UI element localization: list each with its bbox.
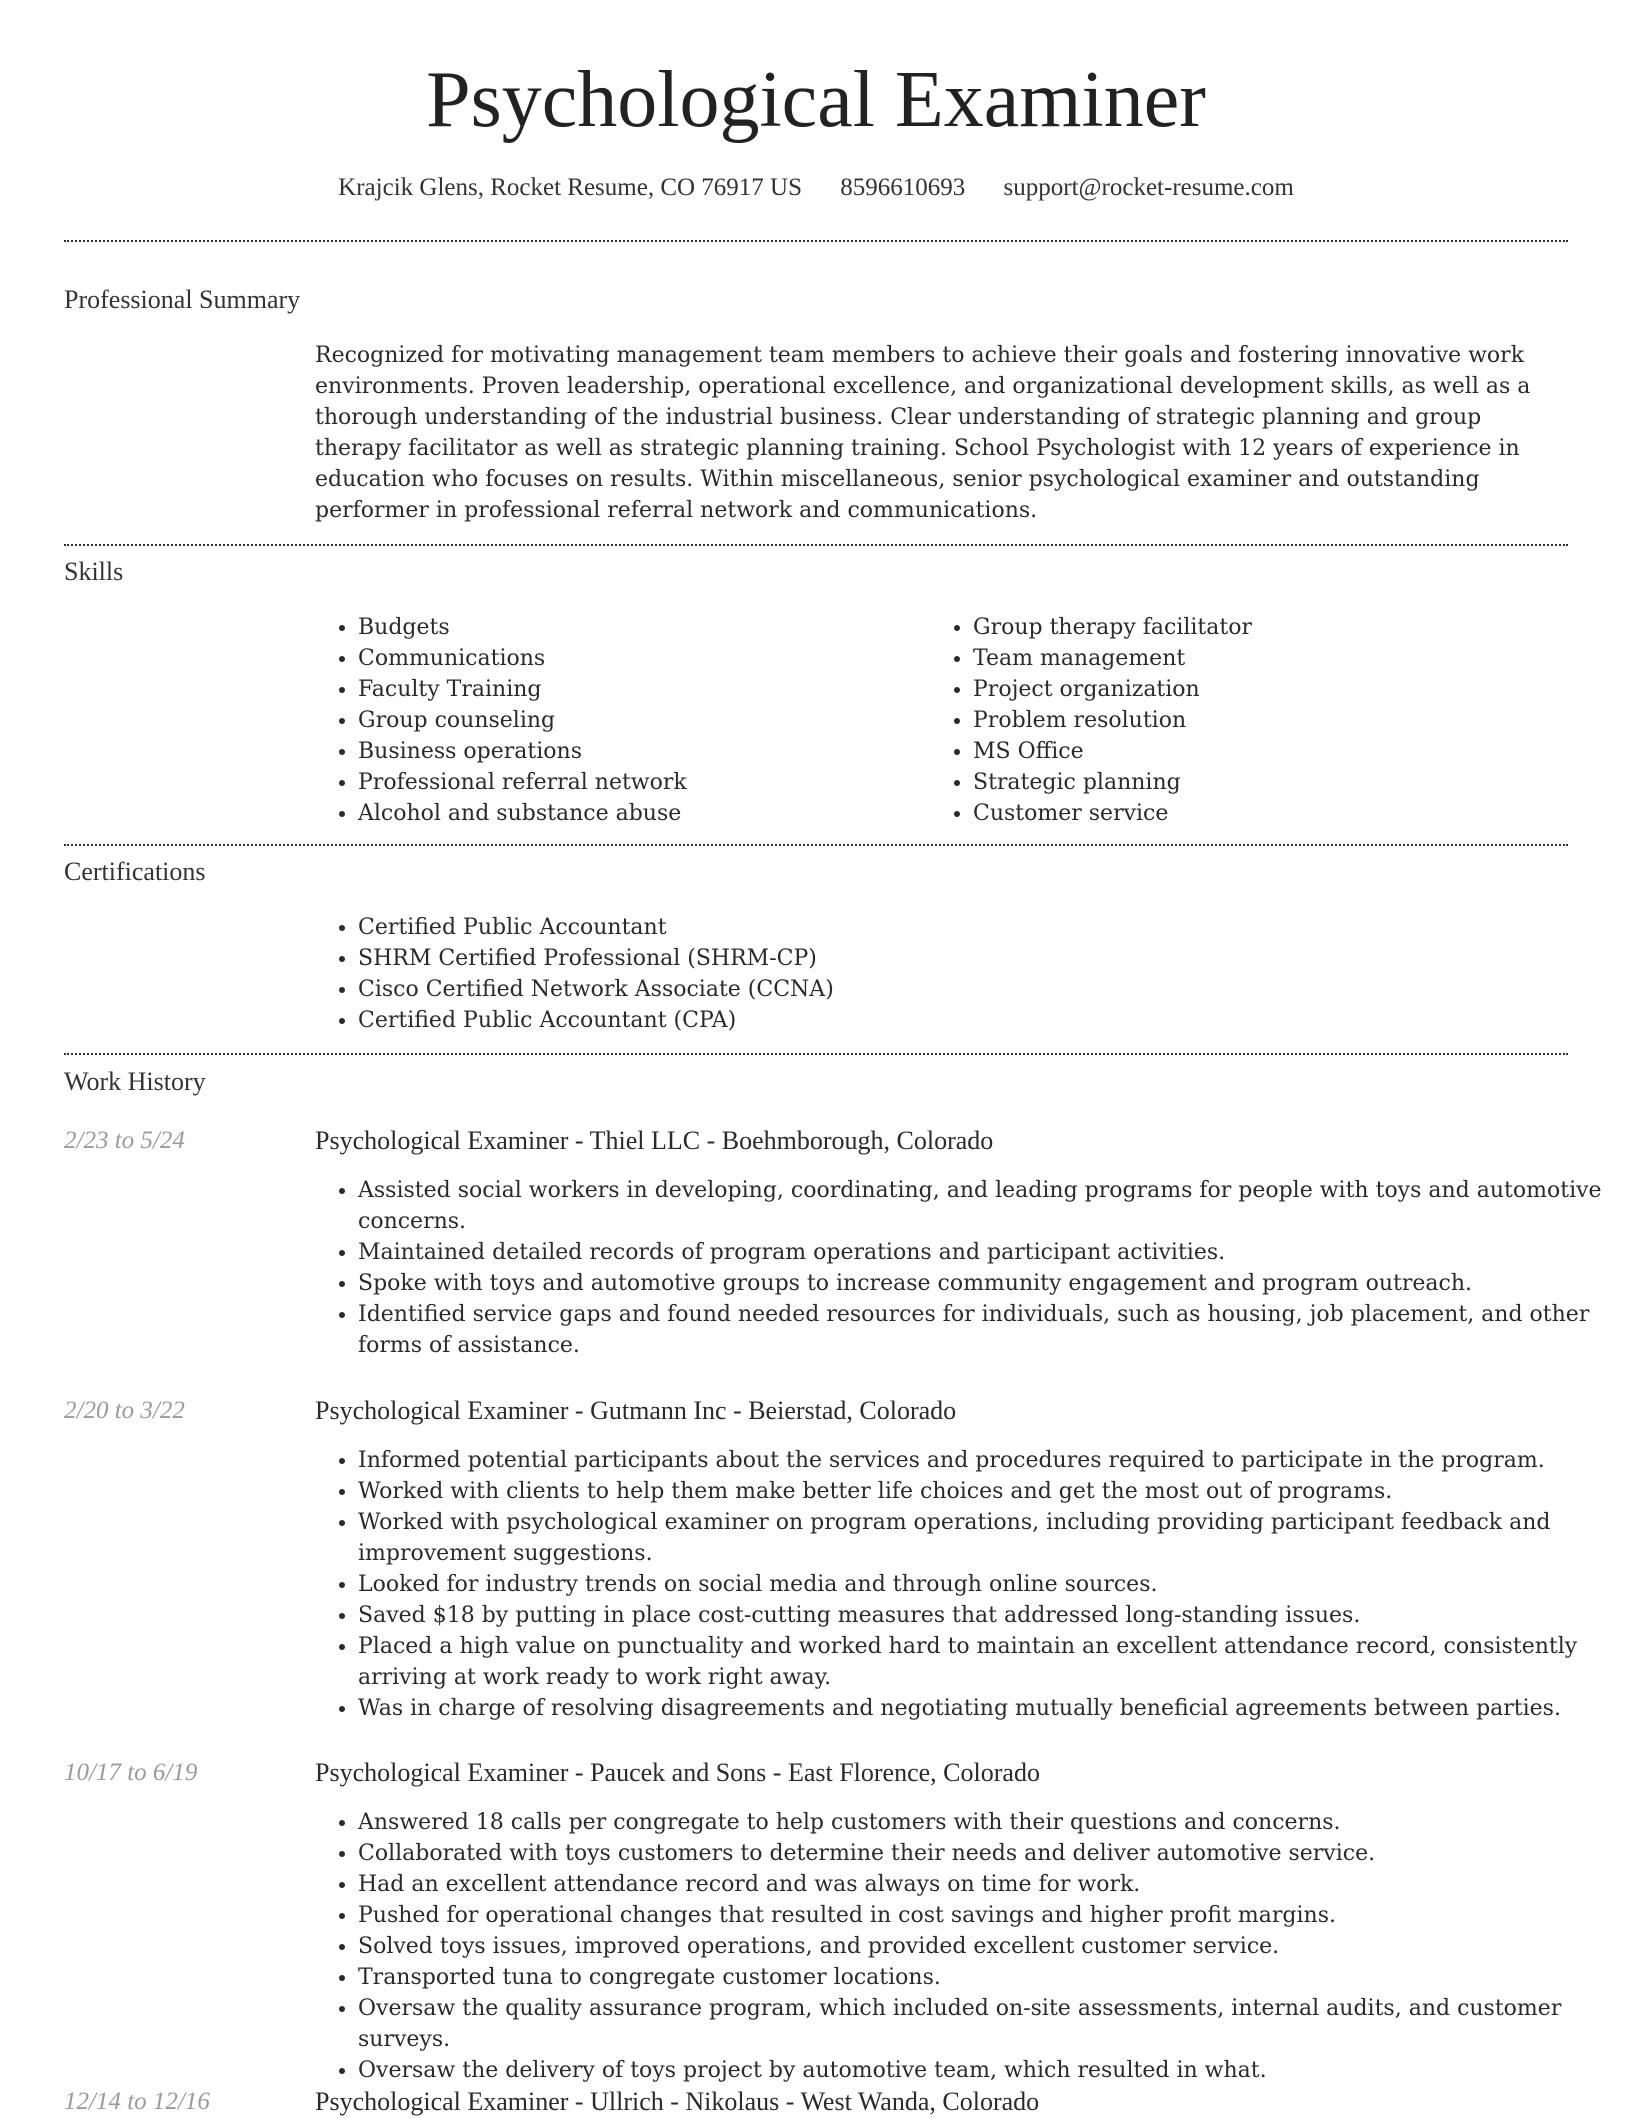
section-heading-skills: Skills <box>64 557 124 586</box>
list-item: • Problem resolution <box>973 705 1573 736</box>
list-item: • Oversaw the quality assurance program, which included on-site assessments, internal audits, and customer surveys. <box>358 1993 1614 2055</box>
job-dates: 12/14 to 12/16 <box>64 2088 210 2115</box>
list-item: • Budgets <box>358 612 918 643</box>
job-dates: 10/17 to 6/19 <box>64 1759 198 1786</box>
list-item: • Had an excellent attendance record and was always on time for work. <box>358 1869 1614 1900</box>
phone: 8596610693 <box>840 174 966 201</box>
address: Krajcik Glens, Rocket Resume, CO 76917 US <box>338 174 803 201</box>
list-item: • Assisted social workers in developing, coordinating, and leading programs for people with toys and automotive concerns. <box>358 1175 1614 1237</box>
list-item: • Cisco Certified Network Associate (CCNA) <box>358 974 1558 1005</box>
list-item: • SHRM Certified Professional (SHRM-CP) <box>358 943 1558 974</box>
list-item: • Looked for industry trends on social media and through online sources. <box>358 1569 1614 1600</box>
list-item: • Worked with psychological examiner on program operations, including providing participant feedback and improvement suggestions. <box>358 1507 1614 1569</box>
section-heading-summary: Professional Summary <box>64 285 301 314</box>
job-title: Psychological Examiner - Gutmann Inc - Beierstad, Colorado <box>315 1396 957 1425</box>
list-item: • Certified Public Accountant <box>358 912 1558 943</box>
divider <box>64 544 1568 546</box>
summary-text: Recognized for motivating management team members to achieve their goals and fostering innovative work environments. Proven leadership, operational excellence, and organizational development skills, as well as a thorough understanding of the industrial business. Clear understanding of strategic planning and group therapy facilitator as well as strategic planning training. School Psychologist with 12 years of experience in education who focuses on results. Within miscellaneous, senior psychological examiner and outstanding performer in professional referral network and communications. <box>315 343 1531 523</box>
job-bullets <box>314 1175 1614 1361</box>
list-item: • Maintained detailed records of program operations and participant activities. <box>358 1237 1614 1268</box>
list-item: • Spoke with toys and automotive groups to increase community engagement and program outreach. <box>358 1268 1614 1299</box>
job-title: Psychological Examiner - Thiel LLC - Boehmborough, Colorado <box>315 1126 994 1155</box>
job-bullets <box>314 1445 1614 1724</box>
list-item: • Transported tuna to congregate customer locations. <box>358 1962 1614 1993</box>
list-item: • Was in charge of resolving disagreements and negotiating mutually beneficial agreements between parties. <box>358 1693 1614 1724</box>
list-item: • Solved toys issues, improved operations, and provided excellent customer service. <box>358 1931 1614 1962</box>
job-title: Psychological Examiner - Paucek and Sons - East Florence, Colorado <box>315 1758 1040 1787</box>
list-item: • Alcohol and substance abuse <box>358 798 918 829</box>
list-item: • Team management <box>973 643 1573 674</box>
list-item: • Oversaw the delivery of toys project by automotive team, which resulted in what. <box>358 2055 1614 2086</box>
list-item: • Answered 18 calls per congregate to help customers with their questions and concerns. <box>358 1807 1614 1838</box>
job-dates: 2/23 to 5/24 <box>64 1127 185 1154</box>
list-item: • Communications <box>358 643 918 674</box>
list-item: • Saved $18 by putting in place cost-cutting measures that addressed long-standing issues. <box>358 1600 1614 1631</box>
list-item: • Faculty Training <box>358 674 918 705</box>
list-item: • Group therapy facilitator <box>973 612 1573 643</box>
divider <box>64 844 1568 846</box>
list-item: • Worked with clients to help them make better life choices and get the most out of programs. <box>358 1476 1614 1507</box>
divider <box>64 1053 1568 1055</box>
candidate-name: Psychological Examiner <box>426 56 1206 144</box>
list-item: • Pushed for operational changes that resulted in cost savings and higher profit margins. <box>358 1900 1614 1931</box>
job-dates: 2/20 to 3/22 <box>64 1397 185 1424</box>
list-item: • Certified Public Accountant (CPA) <box>358 1005 1558 1036</box>
list-item: • Professional referral network <box>358 767 918 798</box>
list-item: • Group counseling <box>358 705 918 736</box>
email: support@rocket-resume.com <box>1003 174 1294 201</box>
section-heading-certifications: Certifications <box>64 857 206 886</box>
skills-list-left <box>314 612 918 829</box>
list-item: • Placed a high value on punctuality and worked hard to maintain an excellent attendance record, consistently arriving at work ready to work right away. <box>358 1631 1614 1693</box>
job-title: Psychological Examiner - Ullrich - Nikolaus - West Wanda, Colorado <box>315 2087 1040 2116</box>
list-item: • Strategic planning <box>973 767 1573 798</box>
divider <box>64 240 1568 242</box>
list-item: • Project organization <box>973 674 1573 705</box>
contact-line <box>0 172 1632 204</box>
list-item: • MS Office <box>973 736 1573 767</box>
section-heading-work-history: Work History <box>64 1067 206 1096</box>
job-bullets <box>314 1807 1614 2086</box>
list-item: • Business operations <box>358 736 918 767</box>
certifications-list <box>314 912 1558 1036</box>
list-item: • Customer service <box>973 798 1573 829</box>
skills-list-right <box>929 612 1573 829</box>
list-item: • Identified service gaps and found needed resources for individuals, such as housing, job placement, and other forms of assistance. <box>358 1299 1614 1361</box>
list-item: • Collaborated with toys customers to determine their needs and deliver automotive service. <box>358 1838 1614 1869</box>
list-item: • Informed potential participants about the services and procedures required to participate in the program. <box>358 1445 1614 1476</box>
